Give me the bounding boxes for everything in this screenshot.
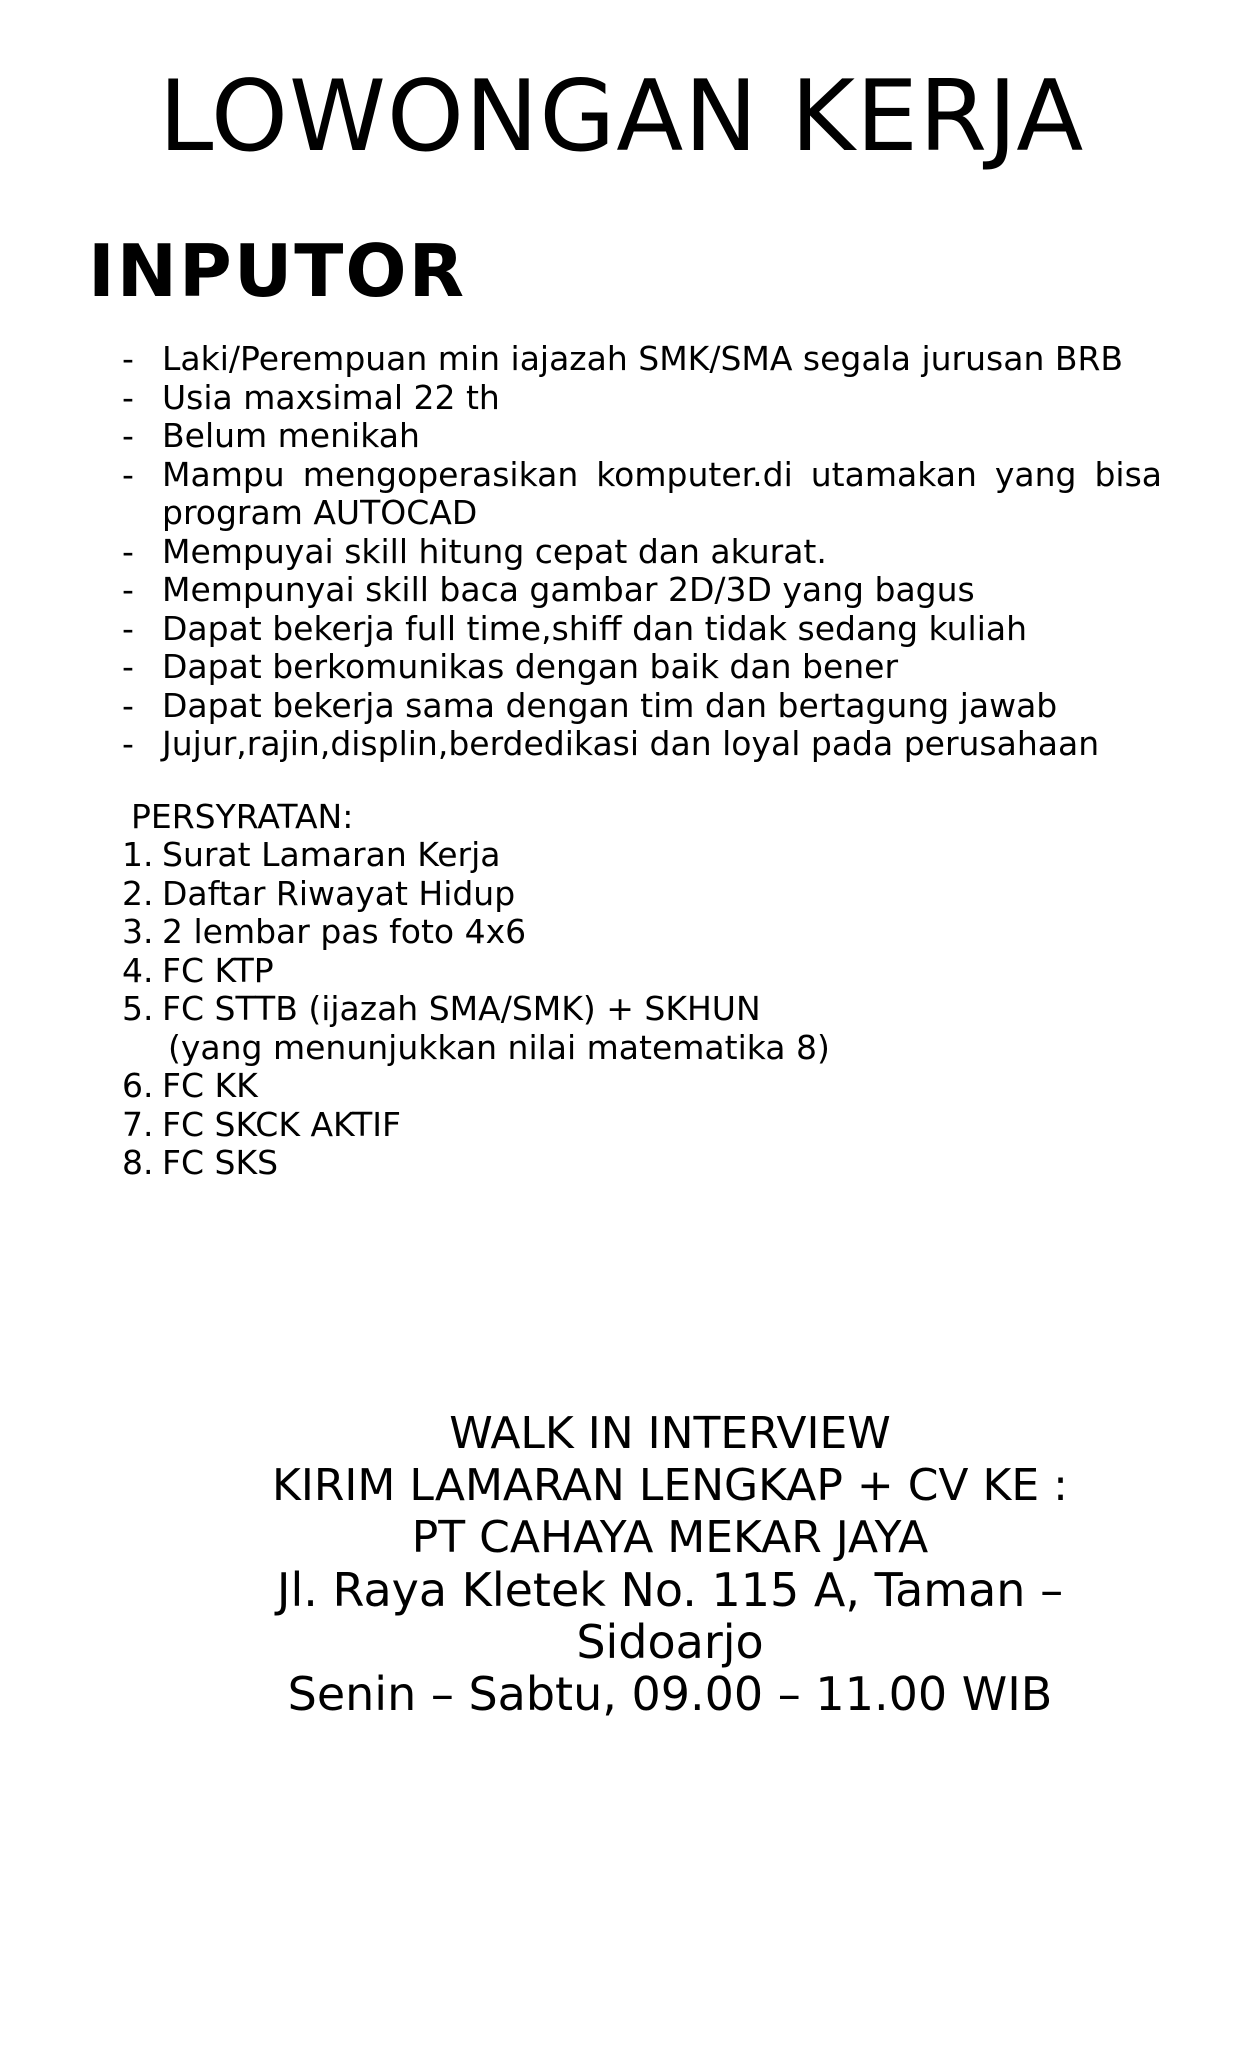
documents-heading: PERSYRATAN:: [131, 797, 354, 836]
bullet-dash: -: [122, 608, 134, 648]
item-number: 5.: [122, 989, 154, 1028]
requirement-text: Dapat bekerja full time,shiff dan tidak sedang kuliah: [162, 608, 1028, 648]
address-line-2: Sidoarjo: [576, 1615, 764, 1669]
document-text: FC KK: [162, 1066, 258, 1105]
list-item: [122, 836, 1122, 875]
office-hours: Senin – Sabtu, 09.00 – 11.00 WIB: [287, 1667, 1053, 1721]
bullet-dash: -: [122, 339, 134, 378]
requirement-text: Laki/Perempuan min iajazah SMK/SMA segala jurusan BRB: [162, 339, 1124, 378]
list-item: [122, 571, 1162, 610]
requirement-text: Dapat berkomunikas dengan baik dan bener: [162, 647, 899, 686]
requirement-text: Mempunyai skill baca gambar 2D/3D yang bagus: [162, 570, 975, 609]
bullet-dash: -: [122, 377, 134, 417]
bullet-dash: -: [122, 416, 134, 455]
list-item: [122, 1106, 1122, 1145]
bullet-dash: -: [122, 647, 134, 686]
document-text: 2 lembar pas foto 4x6: [162, 912, 527, 951]
list-item: [122, 990, 1122, 1067]
requirement-text: Usia maxsimal 22 th: [162, 377, 500, 417]
list-item: [122, 952, 1122, 991]
item-number: 7.: [122, 1104, 154, 1144]
item-number: 1.: [122, 835, 154, 874]
bullet-dash: -: [122, 454, 134, 494]
requirement-text: Belum menikah: [162, 416, 420, 455]
requirements-list: [122, 340, 1162, 764]
list-item: [122, 687, 1162, 726]
poster-title: LOWONGAN KERJA: [158, 60, 1085, 174]
list-item: [122, 1067, 1122, 1106]
document-text: FC SKCK AKTIF: [162, 1104, 401, 1144]
documents-list: [122, 836, 1122, 1183]
bullet-dash: -: [122, 570, 134, 609]
company-name: PT CAHAYA MEKAR JAYA: [411, 1512, 929, 1563]
item-number: 2.: [122, 873, 154, 913]
list-item: [122, 533, 1162, 572]
document-text: FC STTB (ijazah SMA/SMK) + SKHUN: [162, 989, 761, 1028]
document-text: FC KTP: [162, 950, 274, 990]
list-item: [122, 725, 1162, 764]
list-item: [122, 913, 1122, 952]
item-number: 3.: [122, 912, 154, 951]
requirement-text: Jujur,rajin,displin,berdedikasi dan loyal pada perusahaan: [162, 724, 1100, 763]
send-application: KIRIM LAMARAN LENGKAP + CV KE :: [272, 1460, 1068, 1511]
list-item: [122, 456, 1162, 533]
bullet-dash: -: [122, 685, 134, 725]
item-number: 8.: [122, 1143, 154, 1182]
requirement-text: Dapat bekerja sama dengan tim dan bertagung jawab: [162, 685, 1058, 725]
list-item: [122, 417, 1162, 456]
document-text: FC SKS: [162, 1143, 279, 1182]
contact-block: [230, 1408, 1110, 1720]
document-text: Daftar Riwayat Hidup: [162, 873, 516, 913]
walk-in-interview: WALK IN INTERVIEW: [449, 1408, 891, 1459]
item-number: 4.: [122, 950, 154, 990]
list-item: [122, 340, 1162, 379]
requirement-text: Mampu mengoperasikan komputer.di utamakan yang bisa program AUTOCAD: [162, 454, 1162, 532]
item-number: 6.: [122, 1066, 154, 1105]
list-item: [122, 648, 1162, 687]
document-note: (yang menunjukkan nilai matematika 8): [168, 1027, 830, 1067]
address-line-1: Jl. Raya Kletek No. 115 A, Taman –: [276, 1563, 1064, 1617]
list-item: [122, 379, 1162, 418]
bullet-dash: -: [122, 724, 134, 763]
requirement-text: Mempuyai skill hitung cepat dan akurat.: [162, 531, 827, 571]
list-item: [122, 1144, 1122, 1183]
position-title: INPUTOR: [88, 229, 467, 313]
bullet-dash: -: [122, 531, 134, 571]
list-item: [122, 875, 1122, 914]
document-text: Surat Lamaran Kerja: [162, 835, 501, 874]
list-item: [122, 610, 1162, 649]
